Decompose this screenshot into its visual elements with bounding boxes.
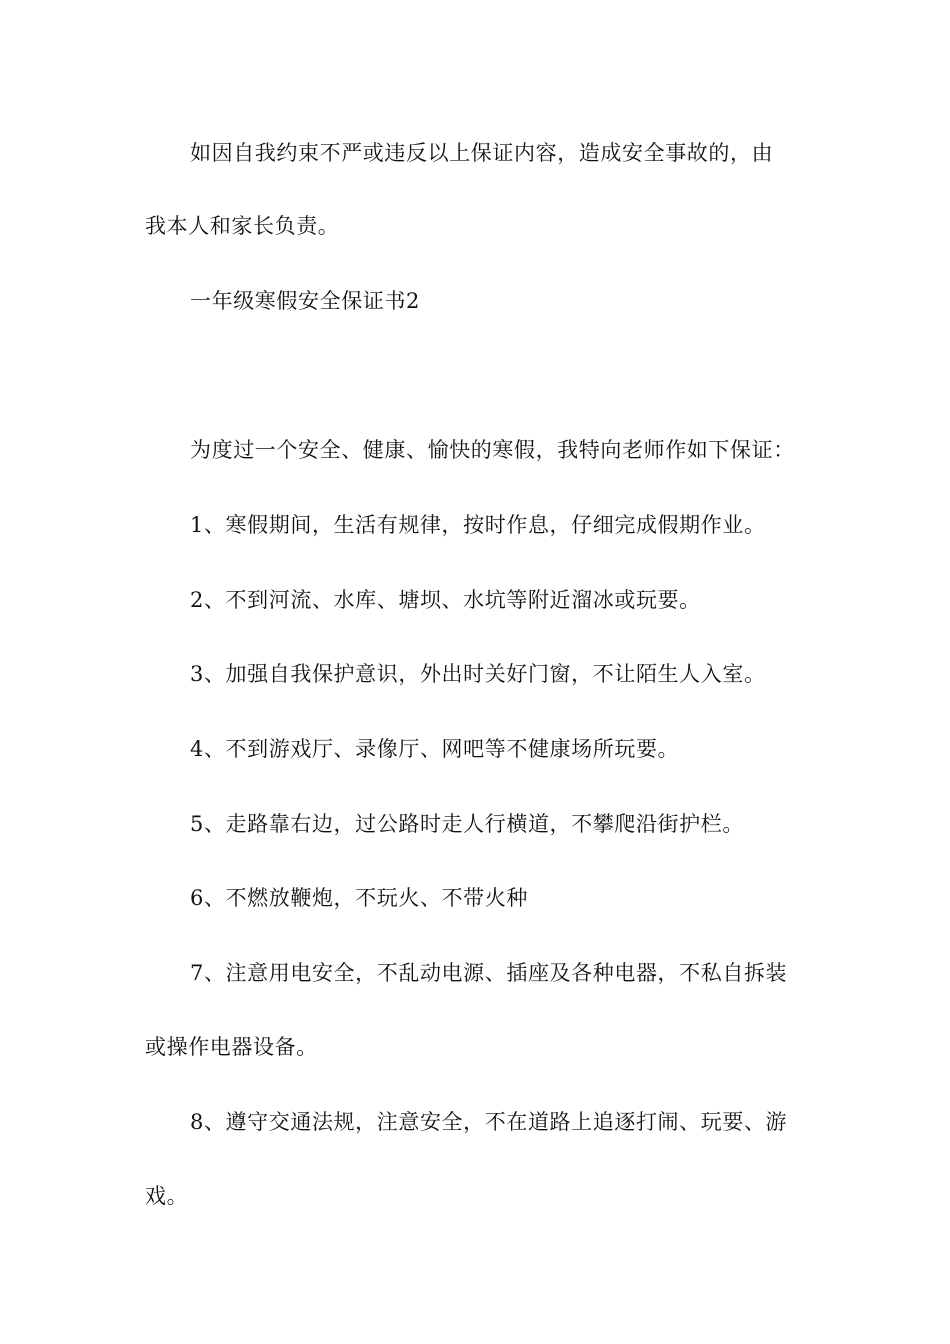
list-item: 4、不到游戏厅、录像厅、网吧等不健康场所玩要。	[190, 737, 680, 761]
list-item-continuation: 或操作电器设备。	[145, 1035, 318, 1059]
list-item: 6、不燃放鞭炮，不玩火、不带火种	[190, 886, 528, 910]
list-item-continuation: 戏。	[145, 1184, 189, 1208]
list-item: 2、不到河流、水库、塘坝、水坑等附近溜冰或玩要。	[190, 588, 701, 612]
list-item: 8、遵守交通法规，注意安全，不在道路上追逐打闹、玩要、游	[190, 1110, 788, 1134]
list-item: 7、注意用电安全，不乱动电源、插座及各种电器，不私自拆装	[190, 961, 788, 985]
section-heading: 一年级寒假安全保证书2	[190, 289, 420, 313]
paragraph-line: 我本人和家长负责。	[145, 214, 340, 238]
list-item: 1、寒假期间，生活有规律，按时作息，仔细完成假期作业。	[190, 513, 766, 537]
list-item: 5、走路靠右边，过公路时走人行横道，不攀爬沿街护栏。	[190, 812, 744, 836]
paragraph-line: 如因自我约束不严或违反以上保证内容，造成安全事故的，由	[190, 141, 774, 165]
list-item: 3、加强自我保护意识，外出时关好门窗，不让陌生人入室。	[190, 662, 766, 686]
paragraph-line: 为度过一个安全、健康、愉快的寒假，我特向老师作如下保证：	[190, 438, 795, 462]
